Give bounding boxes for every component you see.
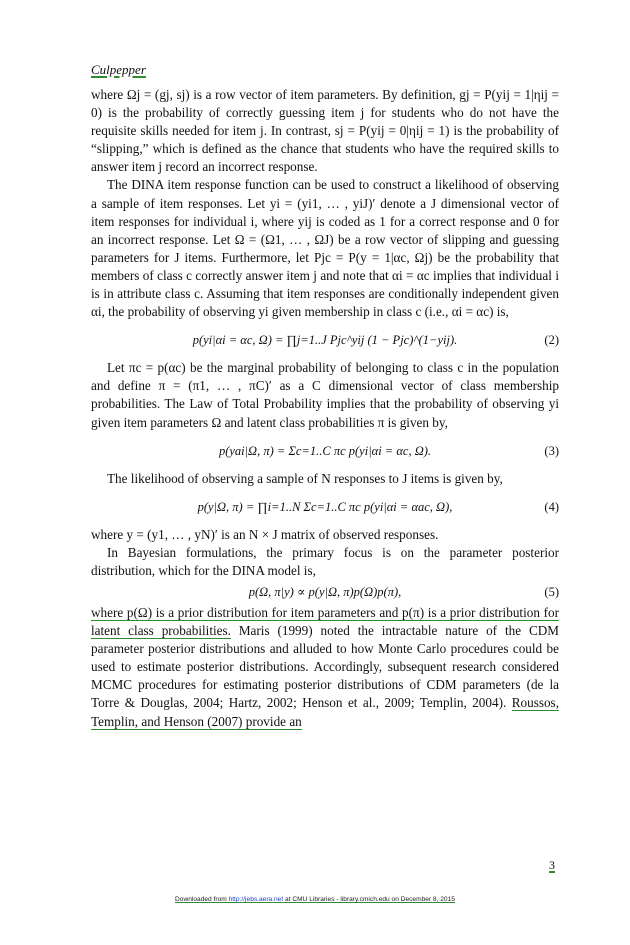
- paragraph-3: Let πc = p(αc) be the marginal probability of belonging to class c in the population and define π = (π1, … , πC)′ as a C dimensional vector of class membership probabilities. The Law of Total Probability implies that the probability of observing yi given item parameters Ω and latent class probabilities π is given by,: [91, 360, 559, 430]
- paragraph-7: [91, 604, 559, 731]
- paragraph-7-middle: Maris (1999) noted the intractable nature of the CDM parameter posterior distributions and alluded to how Monte Carlo procedures could be used to estimate posterior distributions. Accordingly, subsequent research considered MCMC procedures for estimating posterior distributions of CDM parameters (de la Torre & Douglas, 2004; Hartz, 2002; Henson et al., 2009; Templin, 2004).: [91, 623, 560, 711]
- paragraph-6: In Bayesian formulations, the primary focus is on the parameter posterior distribution, which for the DINA model is,: [91, 544, 559, 578]
- footer-suffix: at CMU Libraries - library.cmich.edu on December 8, 2015: [283, 896, 455, 903]
- equation-2-number: (2): [544, 333, 559, 348]
- equation-5-number: (5): [544, 584, 559, 599]
- equation-3: [91, 432, 559, 470]
- equation-3-number: (3): [544, 443, 559, 458]
- equation-4-number: (4): [544, 499, 559, 514]
- equation-2: [91, 321, 559, 359]
- equation-3-text: p(yai|Ω, π) = Σc=1..C πc p(yi|αi = αc, Ω).: [218, 443, 432, 458]
- download-footer: [0, 896, 630, 903]
- equation-4: [91, 488, 559, 526]
- equation-2-text: p(yi|αi = αc, Ω) = ∏j=1..J Pjc^yij (1 − Pjc)^(1−yij).: [192, 333, 458, 348]
- paragraph-5: where y = (y1, … , yN)′ is an N × J matrix of observed responses.: [91, 526, 439, 542]
- highlighted-citation: Roussos, Templin, and Henson (2007) provide an: [91, 695, 559, 729]
- paragraph-4: The likelihood of observing a sample of N responses to J items is given by,: [107, 470, 503, 486]
- footer-link[interactable]: http://jebs.aera.net: [228, 896, 284, 903]
- paragraph-1: where Ωj = (gj, sj) is a row vector of item parameters. By definition, gj = P(yij = 1|ηij = 0) is the probability of correctly guessing item j for students who do not have the requisite skills needed for item j. In contrast, sj = P(yij = 0|ηij = 1) is the probability of “slipping,” which is defined as the chance that students who have the required skills to answer item j record an incorrect response.: [91, 87, 559, 175]
- paragraph-2: The DINA item response function can be used to construct a likelihood of observing a sample of item responses. Let yi = (yi1, … , yiJ)′ denote a J dimensional vector of item responses for individual i, where yij is coded as 1 for a correct response and 0 for an incorrect response. Let Ω = (Ω1, … , ΩJ) be a row vector of slipping and guessing parameters for J items. Furthermore, let Pjc = P(y = 1|αc, Ωj) be the probability that members of class c correctly answer item j and note that αi = αc implies that individual i is in attribute class c. Assuming that item responses are conditionally independent given αi, the probability of observing yi given membership in class c (i.e., αi = αc) is,: [91, 177, 559, 320]
- body-text: [91, 86, 559, 731]
- footer-prefix: Downloaded from: [175, 896, 229, 903]
- running-head: [91, 62, 146, 78]
- equation-5-text: p(Ω, π|y) ∝ p(y|Ω, π)p(Ω)p(π),: [248, 584, 402, 599]
- highlighted-sentence: where p(Ω) is a prior distribution for item parameters and p(π) is a prior distribution for latent class probabilities.: [91, 604, 559, 639]
- running-head-text: Culpepper: [91, 62, 146, 77]
- equation-4-text: p(y|Ω, π) = ∏i=1..N Σc=1..C πc p(yi|αi = αac, Ω),: [197, 499, 453, 514]
- page-number: 3: [549, 858, 555, 872]
- equation-5: [91, 580, 559, 604]
